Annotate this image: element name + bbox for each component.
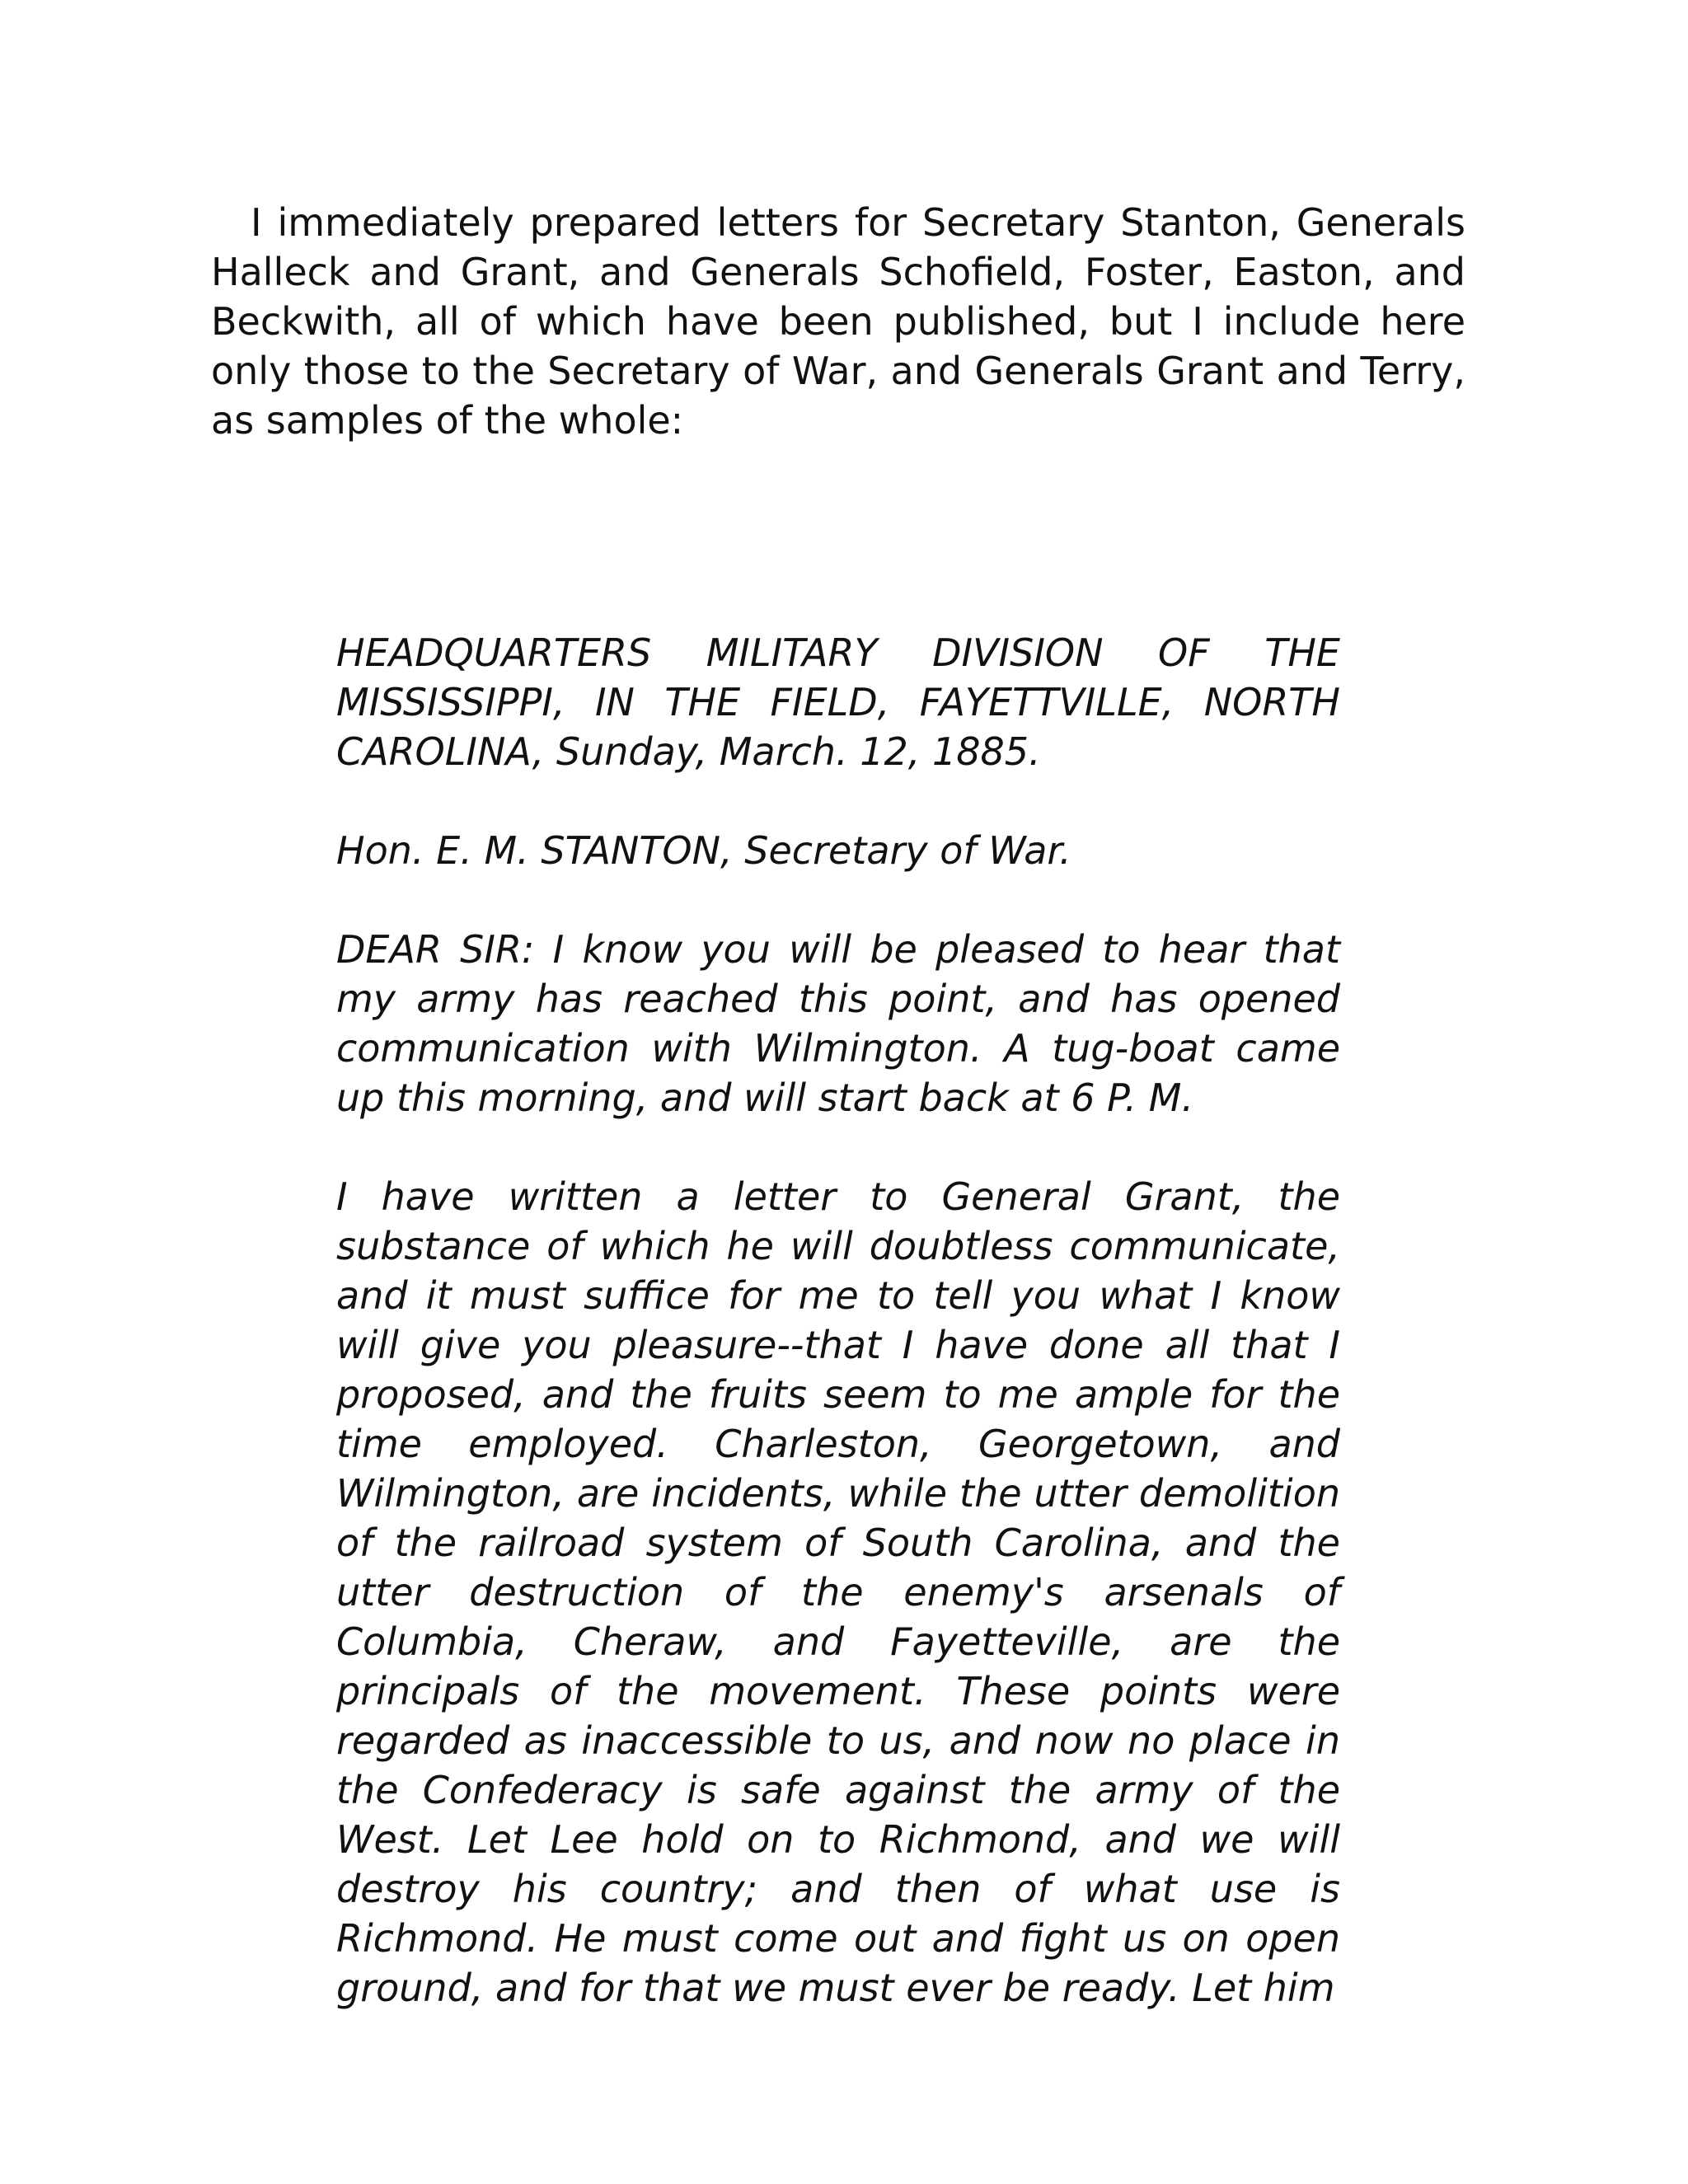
letter-heading: HEADQUARTERS MILITARY DIVISION OF THE MISSISSIPPI, IN THE FIELD, FAYETTVILLE, NORTH CAROLINA, Sunday, March. 12, 1885.: [336, 630, 1340, 774]
letter-paragraph-1: DEAR SIR: I know you will be pleased to hear that my army has reached this point, and has opened communication with Wilmington. A tug-boat came up this morning, and will start back at 6 P. M.: [336, 927, 1340, 1120]
letter-block: [336, 628, 1340, 2013]
letter-addressee: Hon. E. M. STANTON, Secretary of War.: [336, 828, 1071, 873]
letter-paragraph-2: I have written a letter to General Grant, the substance of which he will doubtless communicate, and it must suffice for me to tell you what I know will give you pleasure--that I have done all that I proposed, and the fruits seem to me ample for the time employed. Charleston, Georgetown, and Wilmington, are incidents, while the utter demolition of the railroad system of South Carolina, and the utter destruction of the enemy's arsenals of Columbia, Cheraw, and Fayetteville, are the principals of the movement. These points were regarded as inaccessible to us, and now no place in the Confederacy is safe against the army of the West. Let Lee hold on to Richmond, and we will destroy his country; and then of what use is Richmond. He must come out and fight us on open ground, and for that we must ever be ready. Let him: [336, 1174, 1340, 2010]
intro-paragraph: I immediately prepared letters for Secretary Stanton, Generals Halleck and Grant, and Generals Schofield, Foster, Easton, and Beckwith, all of which have been published, but I include here only those to the Secretary of War, and Generals Grant and Terry, as samples of the whole:: [211, 200, 1465, 443]
